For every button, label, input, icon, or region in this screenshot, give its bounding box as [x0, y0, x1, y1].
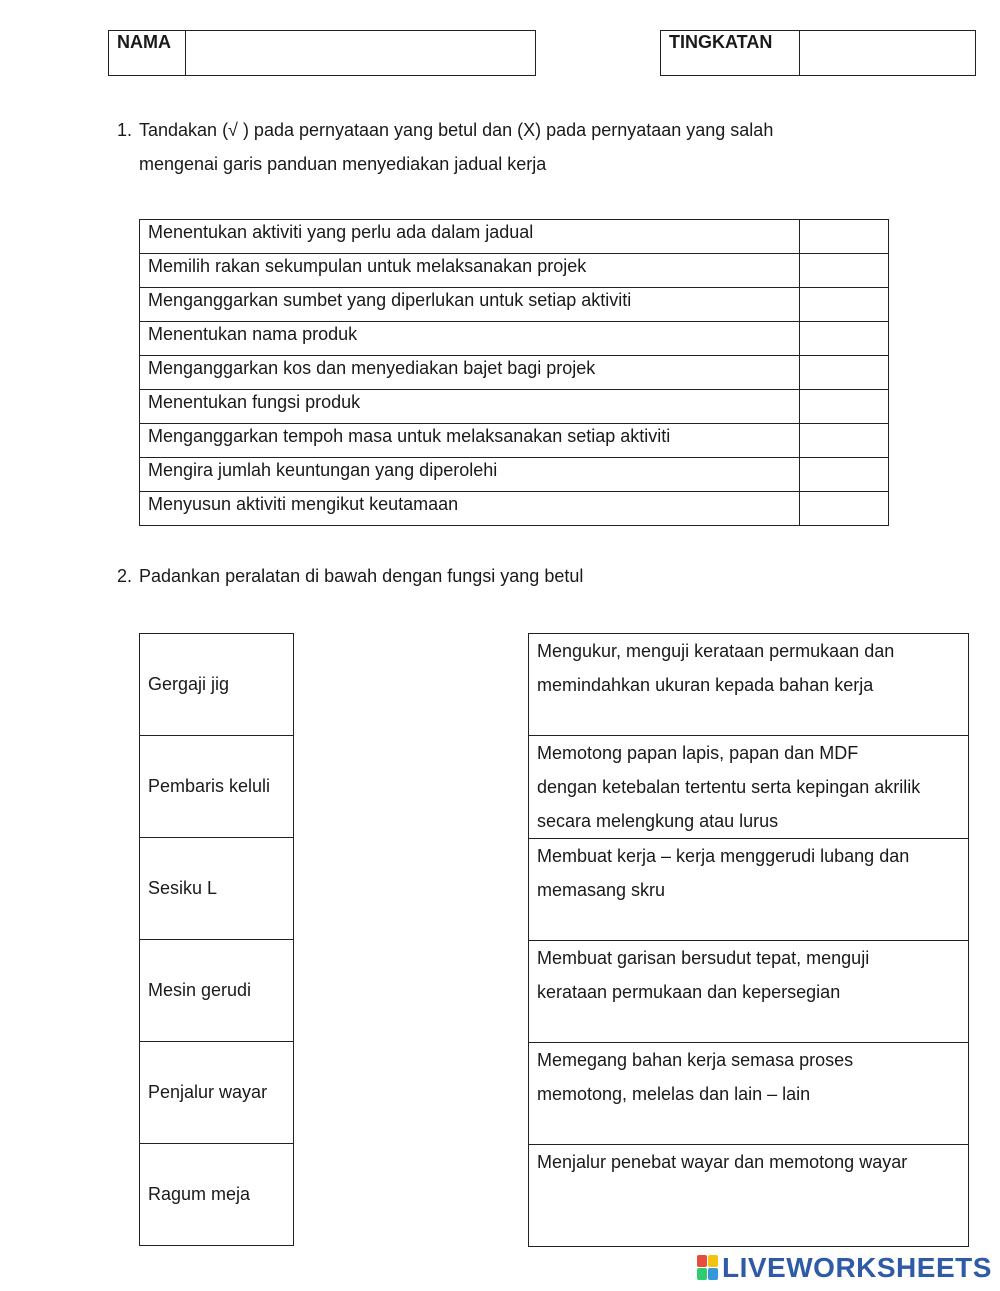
statement-text: Mengira jumlah keuntungan yang diperolehi	[140, 458, 800, 492]
question-1-number: 1.	[117, 120, 133, 140]
answer-box[interactable]	[800, 356, 889, 390]
function-row	[529, 1043, 969, 1145]
question-2-text: Padankan peralatan di bawah dengan fungsi yang betul	[139, 566, 584, 586]
question-1-line-1: Tandakan (√ ) pada pernyataan yang betul dan (X) pada pernyataan yang salah	[139, 120, 774, 140]
question-1-line-2: mengenai garis panduan menyediakan jadual kerja	[139, 154, 547, 174]
answer-box[interactable]	[800, 220, 889, 254]
tingkatan-input[interactable]	[800, 31, 976, 76]
liveworksheets-logo-icon	[697, 1255, 719, 1281]
function-line: kerataan permukaan dan kepersegian	[537, 982, 841, 1002]
function-line: Memotong papan lapis, papan dan MDF	[537, 743, 859, 763]
function-row	[529, 736, 969, 839]
brand-name: LIVEWORKSHEETS	[722, 1252, 992, 1283]
answer-box[interactable]	[800, 492, 889, 526]
question-2-number: 2.	[117, 566, 133, 586]
statement-row	[140, 458, 889, 492]
true-false-table	[139, 219, 889, 526]
statement-text: Menganggarkan kos dan menyediakan bajet bagi projek	[140, 356, 800, 390]
answer-box[interactable]	[800, 390, 889, 424]
function-row	[529, 941, 969, 1043]
answer-box[interactable]	[800, 424, 889, 458]
function-line: Mengukur, menguji kerataan permukaan dan	[537, 641, 895, 661]
tool-item[interactable]: Pembaris keluli	[140, 736, 294, 838]
tingkatan-table	[660, 30, 976, 76]
statement-row	[140, 356, 889, 390]
tool-row	[140, 940, 294, 1042]
function-line: memasang skru	[537, 880, 666, 900]
functions-table	[528, 633, 969, 1247]
function-line: memotong, melelas dan lain – lain	[537, 1084, 811, 1104]
function-row	[529, 1145, 969, 1247]
function-line: memindahkan ukuran kepada bahan kerja	[537, 675, 874, 695]
statement-text: Menyusun aktiviti mengikut keutamaan	[140, 492, 800, 526]
statement-row	[140, 322, 889, 356]
function-line: Menjalur penebat wayar dan memotong wayar	[537, 1152, 908, 1172]
tool-item[interactable]: Sesiku L	[140, 838, 294, 940]
function-row	[529, 634, 969, 736]
brand-logo	[697, 1252, 992, 1284]
function-item[interactable]	[529, 634, 969, 736]
answer-box[interactable]	[800, 322, 889, 356]
function-item[interactable]	[529, 736, 969, 839]
nama-table	[108, 30, 536, 76]
nama-input[interactable]	[186, 31, 536, 76]
statement-text: Menentukan aktiviti yang perlu ada dalam jadual	[140, 220, 800, 254]
tool-item[interactable]: Gergaji jig	[140, 634, 294, 736]
function-item[interactable]	[529, 941, 969, 1043]
tingkatan-label: TINGKATAN	[661, 31, 800, 76]
statement-text: Menentukan nama produk	[140, 322, 800, 356]
statement-text: Memilih rakan sekumpulan untuk melaksanakan projek	[140, 254, 800, 288]
statement-row	[140, 424, 889, 458]
nama-label: NAMA	[109, 31, 186, 76]
function-item[interactable]	[529, 1145, 969, 1247]
tool-item[interactable]: Penjalur wayar	[140, 1042, 294, 1144]
tool-item[interactable]: Mesin gerudi	[140, 940, 294, 1042]
tool-row	[140, 736, 294, 838]
tool-item[interactable]: Ragum meja	[140, 1144, 294, 1246]
answer-box[interactable]	[800, 458, 889, 492]
statement-text: Menganggarkan sumbet yang diperlukan untuk setiap aktiviti	[140, 288, 800, 322]
question-2	[117, 559, 877, 593]
tool-row	[140, 634, 294, 736]
tool-row	[140, 838, 294, 940]
statement-row	[140, 220, 889, 254]
function-row	[529, 839, 969, 941]
answer-box[interactable]	[800, 288, 889, 322]
statement-row	[140, 254, 889, 288]
function-item[interactable]	[529, 839, 969, 941]
question-1	[117, 113, 877, 181]
function-line: secara melengkung atau lurus	[537, 811, 779, 831]
function-item[interactable]	[529, 1043, 969, 1145]
statement-row	[140, 288, 889, 322]
statement-row	[140, 390, 889, 424]
function-line: dengan ketebalan tertentu serta kepingan akrilik	[537, 777, 921, 797]
statement-text: Menganggarkan tempoh masa untuk melaksanakan setiap aktiviti	[140, 424, 800, 458]
tools-table	[139, 633, 294, 1246]
tool-row	[140, 1042, 294, 1144]
function-line: Membuat kerja – kerja menggerudi lubang dan	[537, 846, 910, 866]
function-line: Memegang bahan kerja semasa proses	[537, 1050, 854, 1070]
answer-box[interactable]	[800, 254, 889, 288]
statement-text: Menentukan fungsi produk	[140, 390, 800, 424]
tool-row	[140, 1144, 294, 1246]
statement-row	[140, 492, 889, 526]
function-line: Membuat garisan bersudut tepat, menguji	[537, 948, 870, 968]
